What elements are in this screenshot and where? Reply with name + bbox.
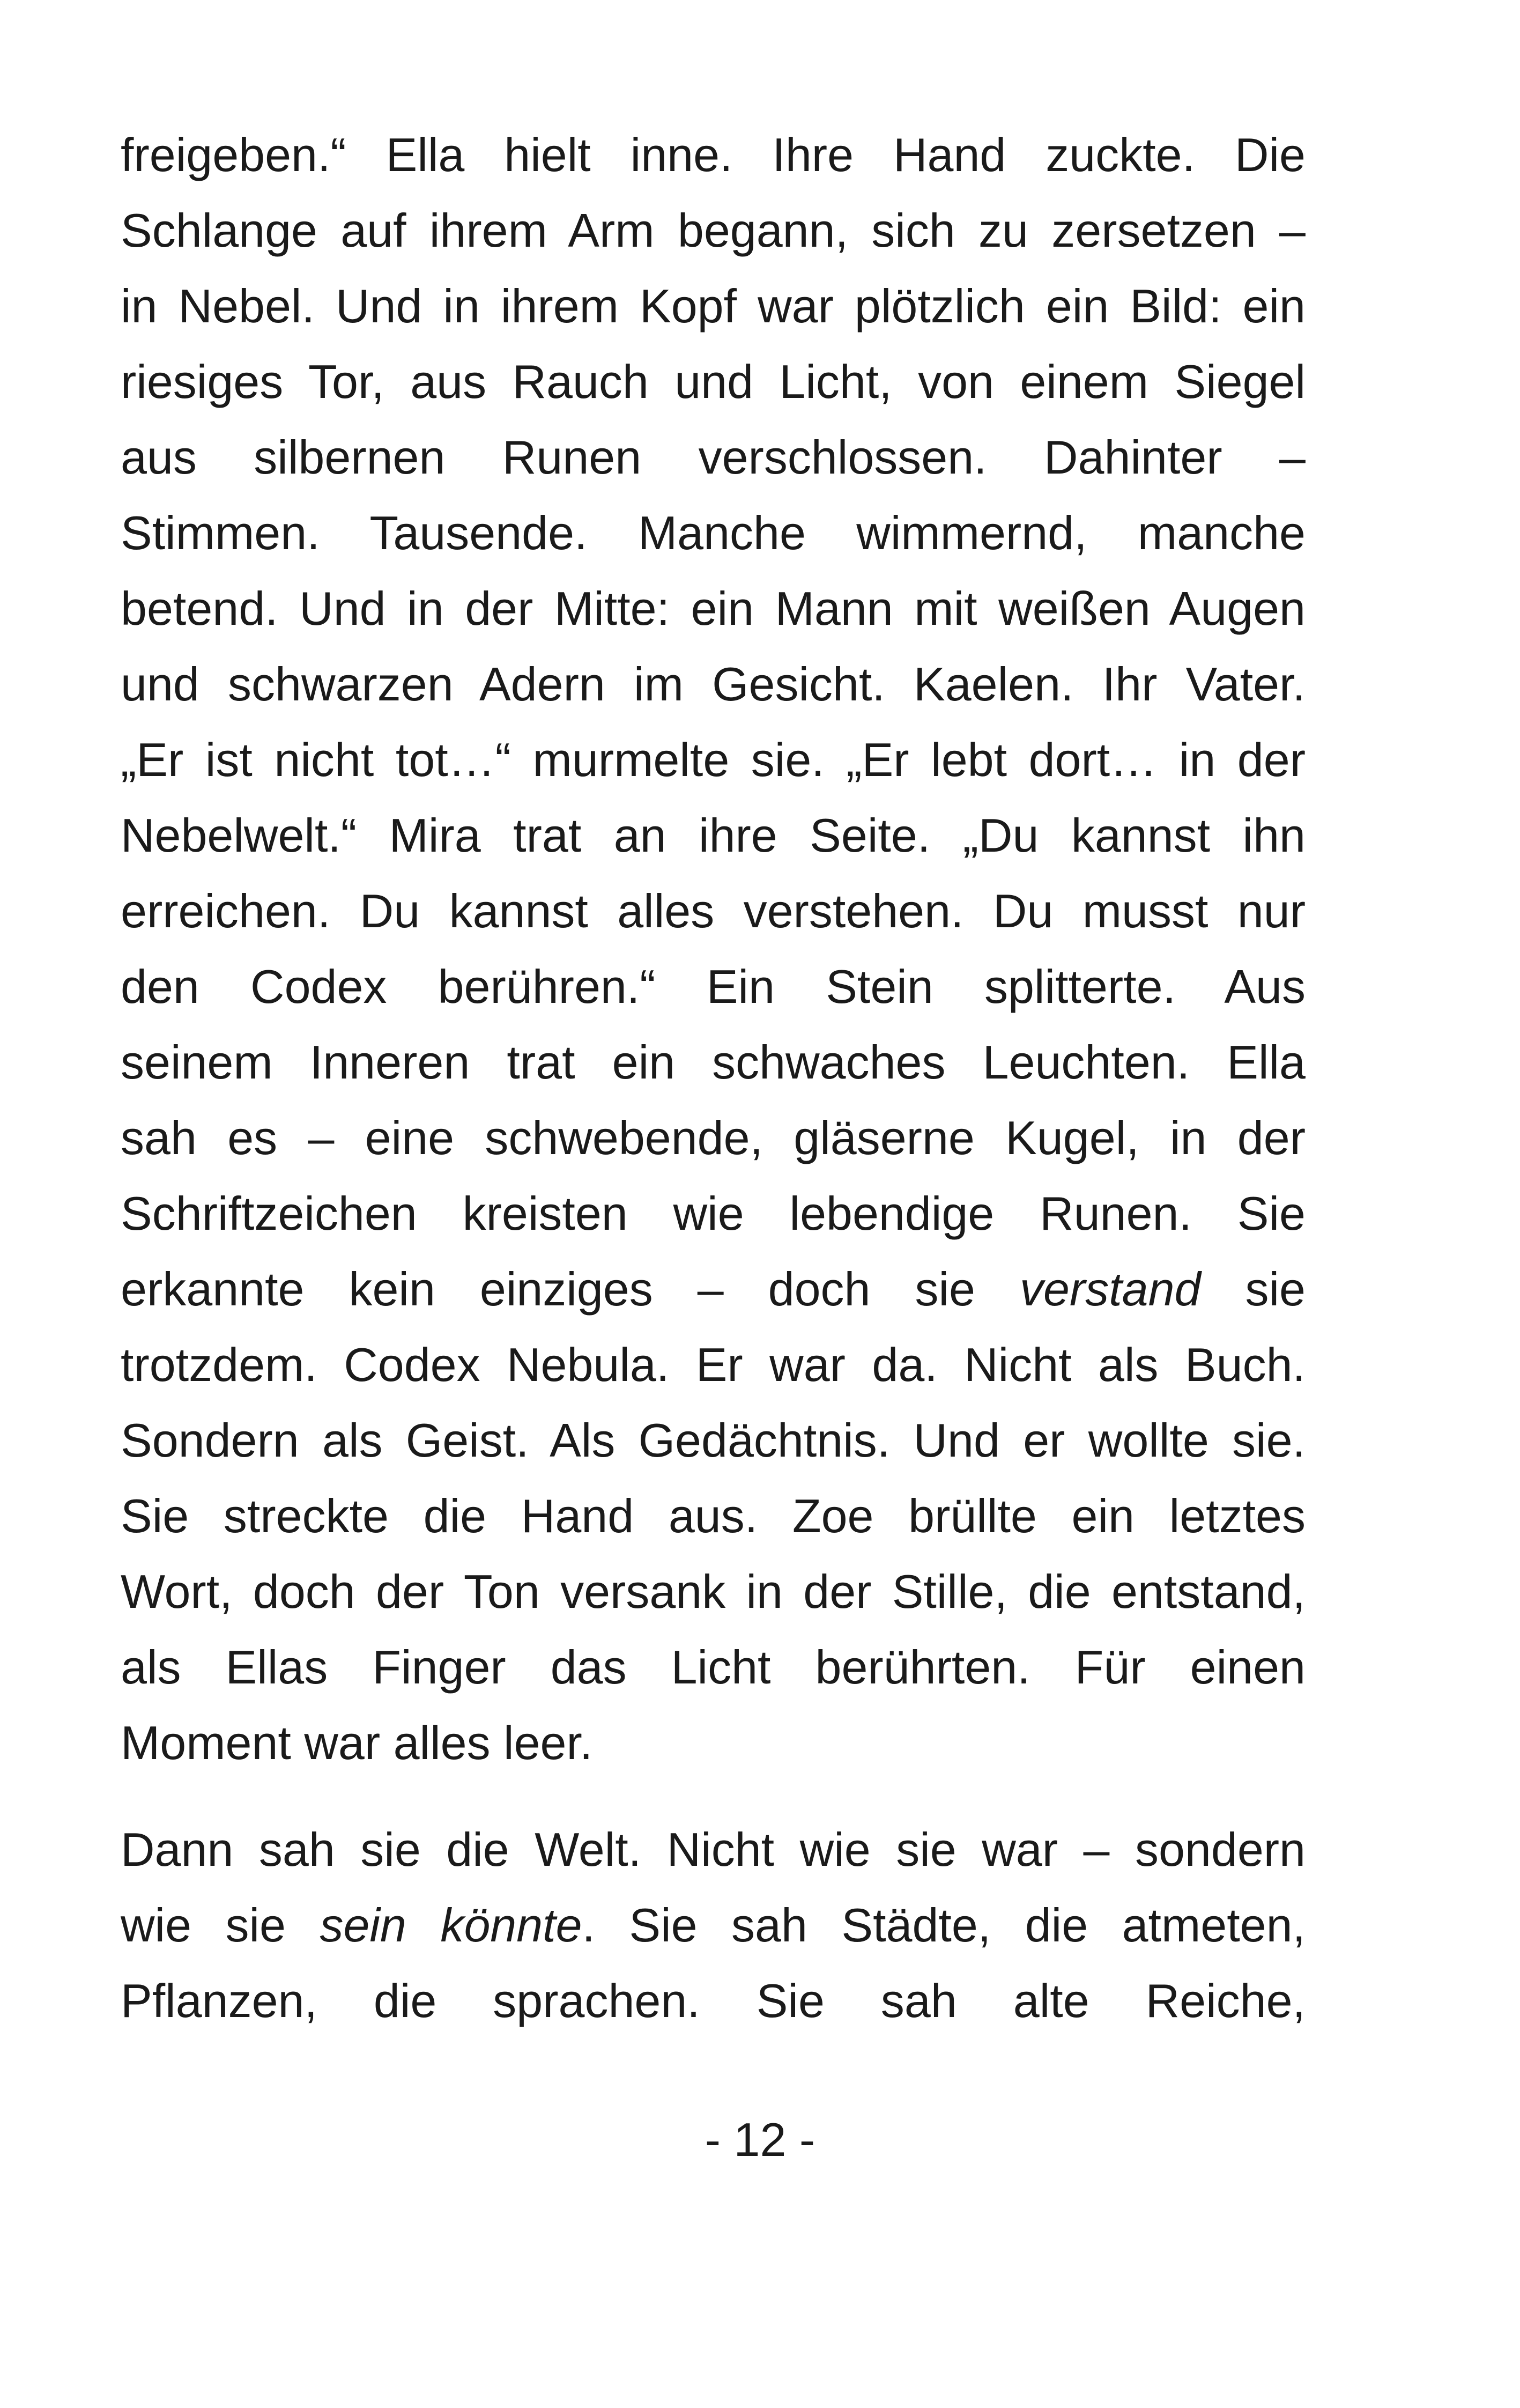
text-line: [121, 873, 1306, 949]
text-segment: erreichen. Du kannst alles verstehen. Du musst nur: [121, 884, 1306, 937]
text-segment: in Nebel. Und in ihrem Kopf war plötzlich ein Bild: ein: [121, 279, 1306, 333]
text-line: [121, 1812, 1306, 1887]
emphasized-text: sein könnte: [320, 1899, 582, 1952]
paragraph-1: [121, 117, 1306, 1781]
text-segment: Stimmen. Tausende. Manche wimmernd, manche: [121, 506, 1306, 559]
text-line: [121, 1705, 1306, 1781]
text-line: [121, 722, 1306, 797]
text-line: [121, 495, 1306, 571]
text-line: [121, 1176, 1306, 1251]
text-line: [121, 949, 1306, 1024]
text-segment: Pflanzen, die sprachen. Sie sah alte Reiche,: [121, 1974, 1306, 2027]
page-number: - 12 -: [705, 2113, 815, 2166]
text-line: [121, 1024, 1306, 1100]
text-segment: Moment war alles leer.: [121, 1716, 593, 1769]
text-line: [121, 117, 1306, 193]
text-segment: betend. Und in der Mitte: ein Mann mit weißen Augen: [121, 582, 1306, 635]
text-segment: trotzdem. Codex Nebula. Er war da. Nicht als Buch.: [121, 1338, 1306, 1391]
text-segment: Sondern als Geist. Als Gedächtnis. Und er wollte sie.: [121, 1414, 1306, 1467]
text-line: [121, 1478, 1306, 1554]
text-segment: sah es – eine schwebende, gläserne Kugel, in der: [121, 1111, 1306, 1164]
text-line: [121, 1327, 1306, 1402]
text-line: [121, 1887, 1306, 1963]
text-line: [121, 646, 1306, 722]
text-line: [121, 193, 1306, 268]
text-segment: als Ellas Finger das Licht berührten. Für einen: [121, 1641, 1306, 1694]
text-segment: seinem Inneren trat ein schwaches Leuchten. Ella: [121, 1036, 1306, 1089]
text-segment: riesiges Tor, aus Rauch und Licht, von einem Siegel: [121, 355, 1306, 408]
text-line: [121, 1402, 1306, 1478]
text-segment: freigeben.“ Ella hielt inne. Ihre Hand zuckte. Die: [121, 128, 1306, 181]
text-line: [121, 571, 1306, 646]
text-line: [121, 1251, 1306, 1327]
text-segment: Sie streckte die Hand aus. Zoe brüllte ein letztes: [121, 1489, 1306, 1542]
text-line: [121, 1629, 1306, 1705]
text-segment: Wort, doch der Ton versank in der Stille, die entstand,: [121, 1565, 1306, 1618]
paragraph-2: [121, 1812, 1306, 2038]
emphasized-text: verstand: [1019, 1262, 1201, 1316]
text-segment: wie sie: [121, 1899, 320, 1952]
text-line: [121, 1963, 1306, 2038]
text-segment: . Sie sah Städte, die atmeten,: [582, 1899, 1306, 1952]
text-segment: aus silbernen Runen verschlossen. Dahinter –: [121, 431, 1306, 484]
text-segment: erkannte kein einziges – doch sie: [121, 1262, 1020, 1316]
text-segment: Nebelwelt.“ Mira trat an ihre Seite. „Du kannst ihn: [121, 809, 1306, 862]
text-segment: Dann sah sie die Welt. Nicht wie sie war – sondern: [121, 1823, 1306, 1876]
text-line: [121, 1100, 1306, 1176]
text-segment: „Er ist nicht tot…“ murmelte sie. „Er lebt dort… in der: [121, 733, 1306, 786]
text-segment: Schriftzeichen kreisten wie lebendige Runen. Sie: [121, 1187, 1306, 1240]
text-line: [121, 797, 1306, 873]
text-line: [121, 1554, 1306, 1629]
text-segment: sie: [1200, 1262, 1306, 1316]
text-segment: Schlange auf ihrem Arm begann, sich zu zersetzen –: [121, 204, 1306, 257]
text-line: [121, 268, 1306, 344]
text-segment: und schwarzen Adern im Gesicht. Kaelen. Ihr Vater.: [121, 658, 1306, 711]
text-line: [121, 419, 1306, 495]
text-line: [121, 344, 1306, 419]
text-segment: den Codex berühren.“ Ein Stein splitterte. Aus: [121, 960, 1306, 1013]
